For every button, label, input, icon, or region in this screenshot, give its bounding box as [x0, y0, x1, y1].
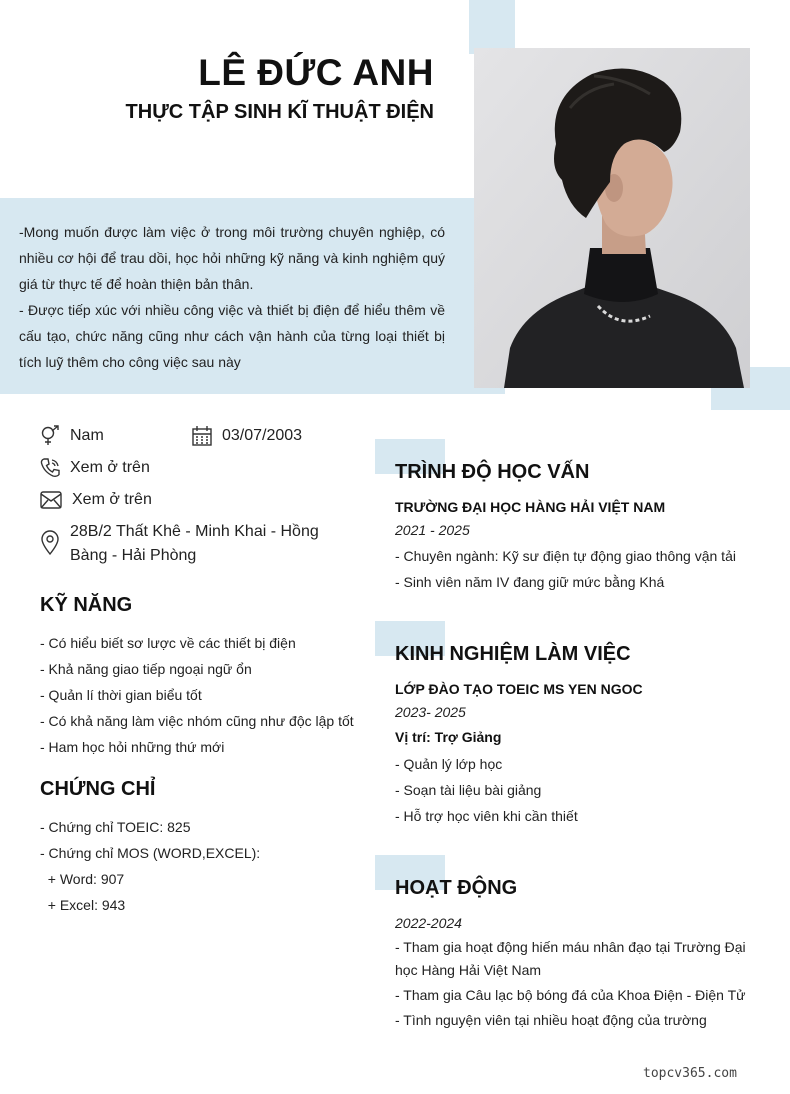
- list-item: - Ham học hỏi những thứ mới: [40, 739, 225, 755]
- calendar-icon: [192, 425, 212, 447]
- accent-block-top: [469, 0, 515, 54]
- skills-list: [40, 630, 354, 760]
- list-item: - Tình nguyện viên tại nhiều hoạt động của trường: [395, 1012, 707, 1028]
- contact-gender: [40, 424, 104, 448]
- education-period: 2021 - 2025: [395, 522, 470, 538]
- education-list: [395, 543, 736, 595]
- phone-value: Xem ở trên: [70, 459, 150, 476]
- mail-icon: [40, 489, 62, 511]
- summary-paragraph: - Được tiếp xúc với nhiều công việc và thiết bị điện để hiểu thêm về cấu tạo, chức năng cũng như cách vận hành của từng loại thiết bị tích luỹ thêm cho công việc sau này: [19, 302, 445, 370]
- list-item: - Tham gia hoạt động hiến máu nhân đạo tại Trường Đại học Hàng Hải Việt Nam: [395, 939, 746, 978]
- watermark: topcv365.com: [643, 1066, 737, 1081]
- birthday-value: 03/07/2003: [222, 427, 303, 444]
- list-item: - Có hiểu biết sơ lược về các thiết bị điện: [40, 635, 296, 651]
- experience-company: LỚP ĐÀO TẠO TOEIC MS YEN NGOC: [395, 681, 643, 697]
- education-title: TRÌNH ĐỘ HỌC VẤN: [395, 461, 590, 483]
- list-item: - Khả năng giao tiếp ngoại ngữ ổn: [40, 661, 252, 677]
- education-school: TRƯỜNG ĐẠI HỌC HÀNG HẢI VIỆT NAM: [395, 499, 666, 515]
- gender-icon: [40, 425, 60, 447]
- contact-birthday: [192, 424, 302, 448]
- certificates-title: CHỨNG CHỈ: [40, 778, 156, 800]
- list-item: + Word: 907: [40, 871, 125, 887]
- activities-title: HOẠT ĐỘNG: [395, 877, 518, 899]
- contact-address: [40, 520, 360, 568]
- list-item: - Tham gia Câu lạc bộ bóng đá của Khoa Điện - Điện Tử: [395, 987, 746, 1003]
- experience-list: [395, 751, 578, 829]
- list-item: - Quản lý lớp học: [395, 756, 503, 772]
- candidate-name: LÊ ĐỨC ANH: [198, 52, 434, 93]
- list-item: - Soạn tài liệu bài giảng: [395, 782, 542, 798]
- candidate-role: THỰC TẬP SINH KĨ THUẬT ĐIỆN: [125, 101, 434, 123]
- summary-paragraph: -Mong muốn được làm việc ở trong môi trường chuyên nghiệp, có nhiều cơ hội để trau dồi, học hỏi những kỹ năng và kinh nghiệm quý giá từ thực tế để hoàn thiện bản thân.: [19, 224, 445, 292]
- list-item: - Chứng chỉ MOS (WORD,EXCEL):: [40, 845, 261, 861]
- profile-photo: [474, 48, 750, 388]
- list-item: + Excel: 943: [40, 897, 126, 913]
- address-value: 28B/2 Thất Khê - Minh Khai - Hồng Bàng - Hải Phòng: [70, 523, 319, 564]
- email-value: Xem ở trên: [72, 491, 152, 508]
- list-item: - Quản lí thời gian biểu tốt: [40, 687, 202, 703]
- location-pin-icon: [40, 530, 60, 556]
- certificates-list: [40, 814, 260, 918]
- list-item: - Hỗ trợ học viên khi cần thiết: [395, 808, 578, 824]
- experience-title: KINH NGHIỆM LÀM VIỆC: [395, 643, 631, 665]
- gender-value: Nam: [70, 427, 104, 444]
- activities-period: 2022-2024: [395, 915, 462, 931]
- contact-email: [40, 488, 152, 512]
- career-summary: [19, 219, 445, 375]
- phone-icon: [40, 457, 60, 479]
- list-item: - Chứng chỉ TOEIC: 825: [40, 819, 191, 835]
- list-item: - Có khả năng làm việc nhóm cũng như độc lập tốt: [40, 713, 354, 729]
- list-item: - Chuyên ngành: Kỹ sư điện tự động giao thông vận tải: [395, 548, 736, 564]
- experience-period: 2023- 2025: [395, 704, 466, 720]
- skills-title: KỸ NĂNG: [40, 594, 133, 616]
- contact-phone: [40, 456, 150, 480]
- experience-position: Vị trí: Trợ Giảng: [395, 729, 502, 745]
- list-item: - Sinh viên năm IV đang giữ mức bằng Khá: [395, 574, 665, 590]
- activities-list: [395, 936, 751, 1034]
